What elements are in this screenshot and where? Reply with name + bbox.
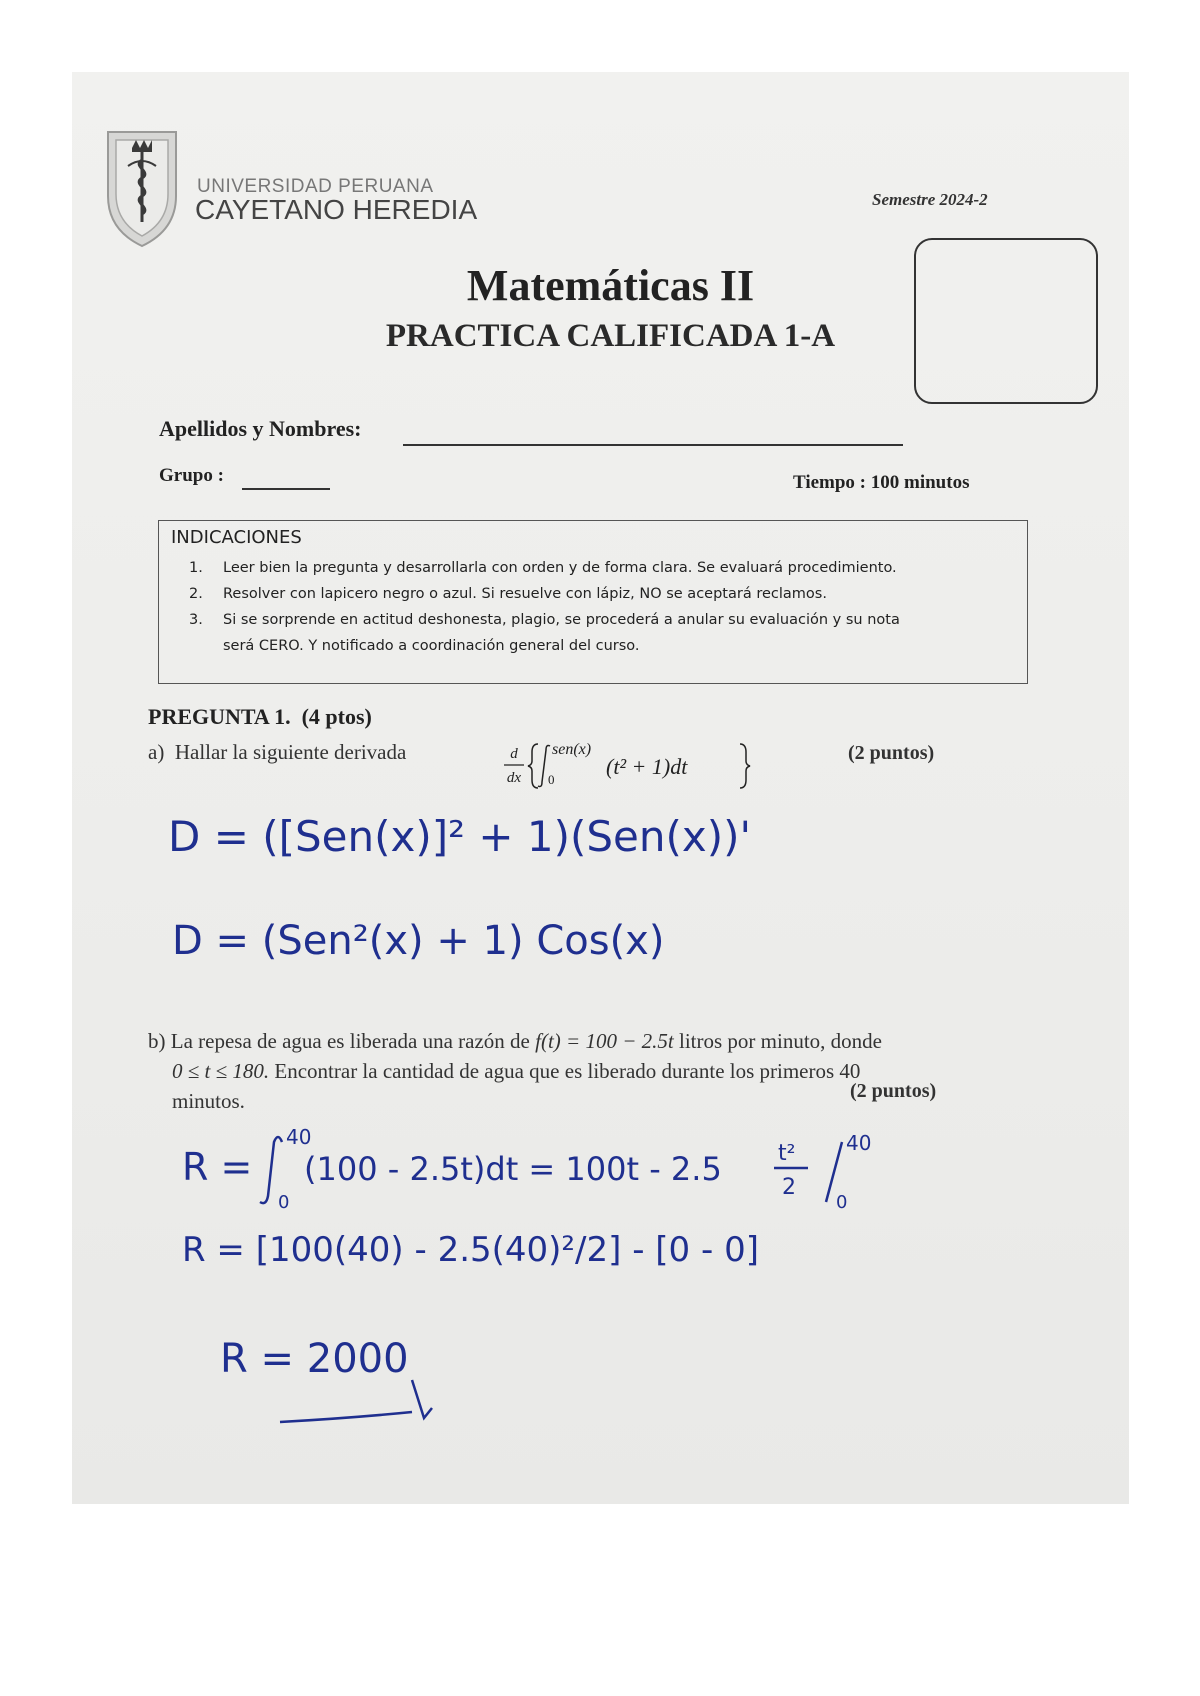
time-label: Tiempo : 100 minutos <box>793 472 970 493</box>
hw-b1-body: (100 - 2.5t)dt = 100t - 2.5 <box>304 1150 722 1188</box>
exam-subtitle: PRACTICA CALIFICADA 1-A <box>385 318 836 354</box>
question-a: a) Hallar la siguiente derivada <box>148 740 407 764</box>
handwritten-answer-b1 <box>182 1122 902 1214</box>
instruction-item: será CERO. Y notificado a coordinación general del curso. <box>223 638 640 654</box>
group-label: Grupo : <box>159 465 224 486</box>
hw-b1-frac-num: t² <box>778 1141 796 1166</box>
question-b-line2: 0 ≤ t ≤ 180. Encontrar la cantidad de agua que es liberado durante los primeros 40 <box>172 1059 861 1083</box>
formula-body: (t² + 1)dt <box>606 754 688 779</box>
formula-lower-limit: 0 <box>548 772 555 787</box>
formula-upper-limit: sen(x) <box>552 741 592 758</box>
hw-b1-upper: 40 <box>286 1125 312 1149</box>
university-name-line2: CAYETANO HEREDIA <box>195 194 478 225</box>
hw-b1-eval-lower: 0 <box>836 1192 848 1213</box>
name-field-line <box>403 444 903 446</box>
name-label: Apellidos y Nombres: <box>159 416 362 441</box>
hw-b1-r: R = <box>182 1145 253 1189</box>
points-b: (2 puntos) <box>850 1080 937 1102</box>
semester-label: Semestre 2024-2 <box>872 190 988 209</box>
group-field-line <box>242 488 330 490</box>
university-seal-icon <box>102 126 182 250</box>
university-name-line1: UNIVERSIDAD PERUANA <box>197 176 434 197</box>
instructions-box <box>158 520 1028 684</box>
formula-d: d <box>510 746 518 762</box>
points-a: (2 puntos) <box>848 742 935 764</box>
hw-b1-lower: 0 <box>278 1192 290 1213</box>
question-b-line1: b) La repesa de agua es liberada una razón de f(t) = 100 − 2.5t litros por minuto, donde <box>148 1029 882 1053</box>
derivative-formula <box>502 734 762 794</box>
formula-dx: dx <box>506 770 522 786</box>
course-title: Matemáticas II <box>466 261 755 310</box>
handwritten-answer-b2: R = [100(40) - 2.5(40)²/2] - [0 - 0] <box>182 1230 759 1270</box>
handwritten-answer-a2: D = (Sen²(x) + 1) Cos(x) <box>172 918 665 964</box>
answer-underline-mark <box>272 1360 452 1430</box>
hw-b1-eval-upper: 40 <box>846 1131 872 1155</box>
exam-sheet <box>72 72 1129 1504</box>
question-b-line3: minutos. <box>172 1089 245 1113</box>
handwritten-answer-a1: D = ([Sen(x)]² + 1)(Sen(x))' <box>168 812 752 861</box>
grade-box <box>914 238 1098 404</box>
hw-b1-frac-den: 2 <box>782 1175 796 1200</box>
instructions-title: INDICACIONES <box>171 527 302 548</box>
question-heading: PREGUNTA 1. (4 ptos) <box>148 704 372 729</box>
instruction-item: 3. Si se sorprende en actitud deshonesta, plagio, se procederá a anular su evaluación y su nota <box>189 612 900 628</box>
instruction-item: 2. Resolver con lapicero negro o azul. Si resuelve con lápiz, NO se aceptará reclamos. <box>189 586 827 602</box>
instruction-item: 1. Leer bien la pregunta y desarrollarla con orden y de forma clara. Se evaluará procedimiento. <box>189 560 897 576</box>
handwritten-answer-b3: R = 2000 <box>220 1336 409 1382</box>
